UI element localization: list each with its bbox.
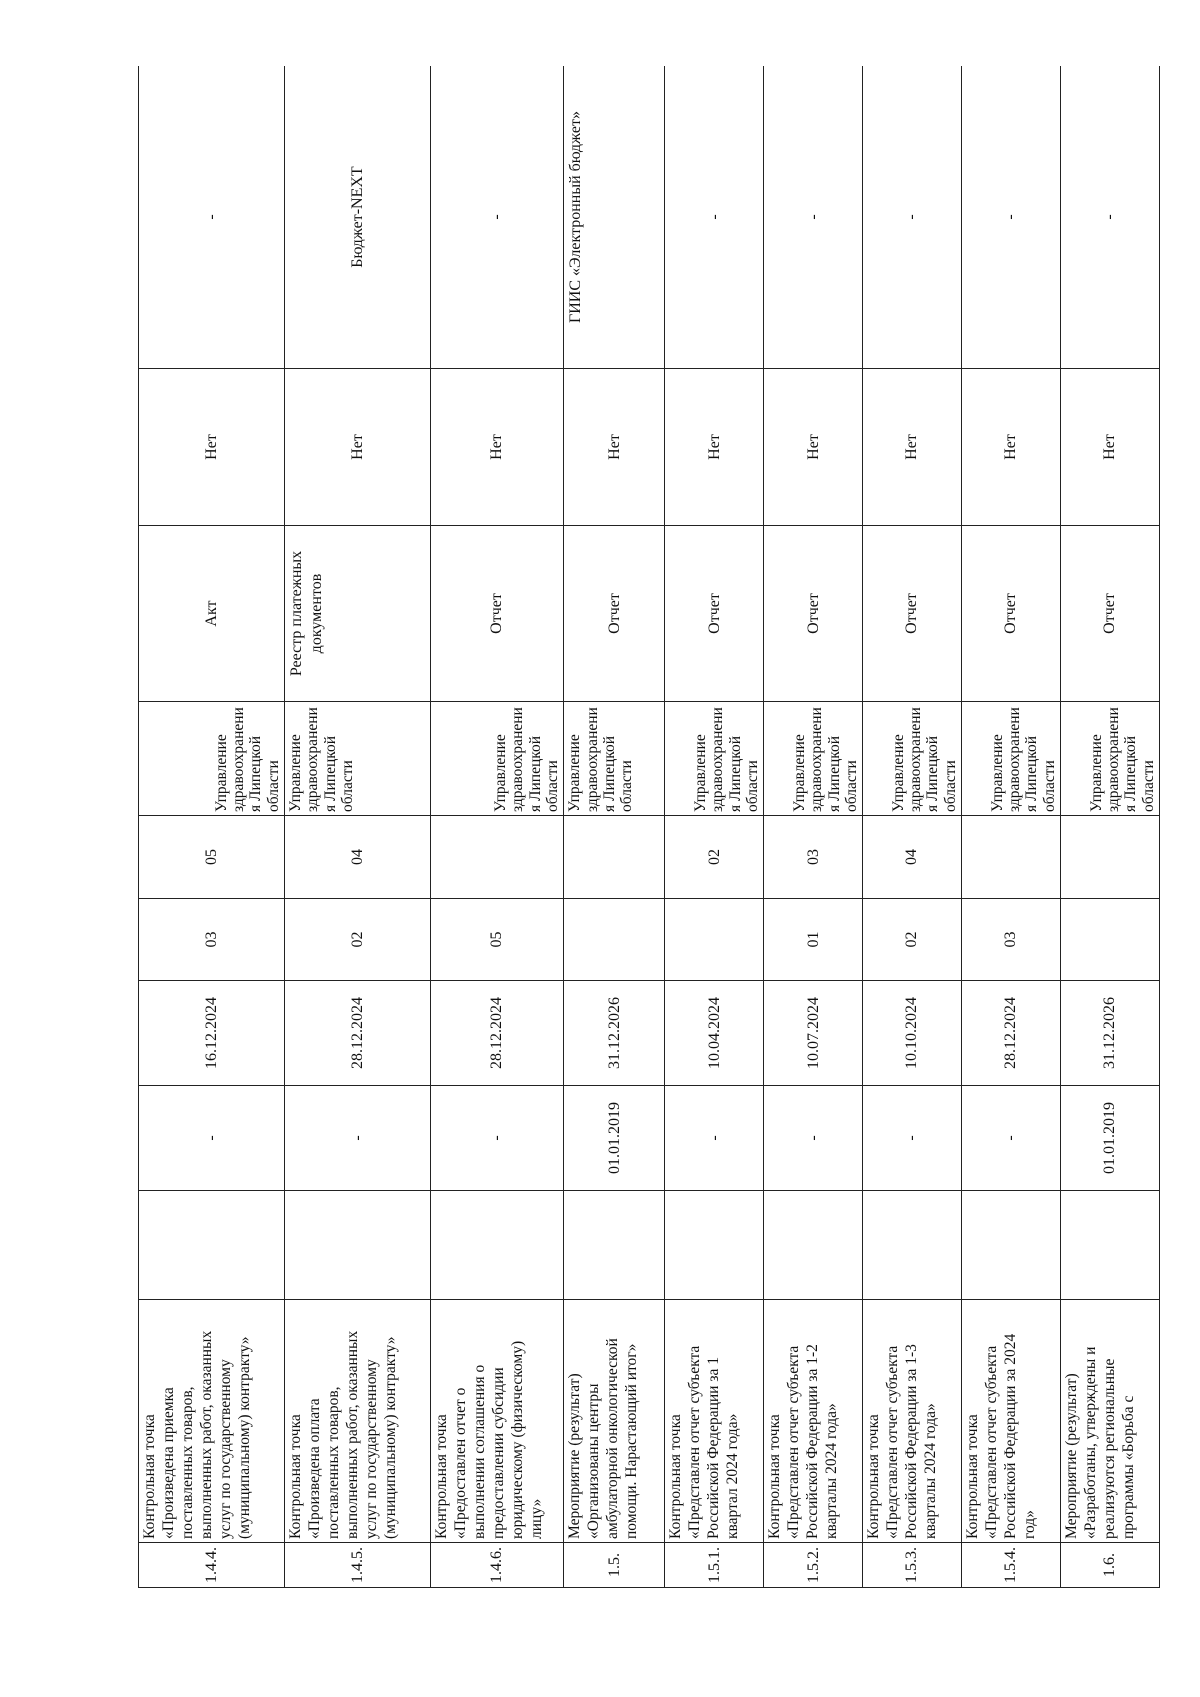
row-number: 1.4.5. [285, 1543, 431, 1588]
row-name-cell [564, 1300, 665, 1543]
row-name: «Предоставлен отчет о выполнении соглашения о предоставлении субсидии юридическому (физическому) лицу» [452, 1340, 545, 1539]
row-end-date: 10.07.2024 [764, 981, 863, 1086]
table-row [564, 66, 665, 1588]
row-month-code: 05 [431, 899, 564, 981]
row-name: «Представлен отчет субъекта Российской Федерации за 1-2 кварталы 2024 года» [785, 1344, 841, 1539]
row-number: 1.4.6. [431, 1543, 564, 1588]
row-start-date: - [665, 1086, 764, 1191]
row-base [665, 1191, 764, 1300]
row-number: 1.5.2. [764, 1543, 863, 1588]
row-number: 1.4.4. [139, 1543, 285, 1588]
row-day-code: 02 [665, 816, 764, 899]
table-row [962, 66, 1061, 1588]
row-start-date: - [863, 1086, 962, 1191]
row-number: 1.5. [564, 1543, 665, 1588]
row-document: Отчет [1061, 526, 1160, 702]
row-system: - [863, 66, 962, 369]
row-end-date: 10.10.2024 [863, 981, 962, 1086]
table-row [764, 66, 863, 1588]
row-name-cell [139, 1300, 285, 1543]
row-responsible: Управление здравоохранения Липецкой области [863, 702, 962, 816]
row-name: «Произведена оплата поставленных товаров, выполненных работ, оказанных услуг по государственному (муниципальному) контракту» [306, 1330, 399, 1539]
row-number: 1.5.4. [962, 1543, 1061, 1588]
row-end-date: 28.12.2024 [962, 981, 1061, 1086]
row-name: «Представлен отчет субъекта Российской Федерации за 1-3 кварталы 2024 года» [884, 1344, 939, 1539]
row-number: 1.5.3. [863, 1543, 962, 1588]
row-approval: Нет [962, 369, 1061, 526]
row-responsible: Управление здравоохранения Липецкой области [139, 702, 285, 816]
row-name: «Представлен отчет субъекта Российской Федерации за 2024 год» [983, 1333, 1038, 1539]
row-month-code: 03 [139, 899, 285, 981]
row-responsible: Управление здравоохранения Липецкой области [431, 702, 564, 816]
row-end-date: 10.04.2024 [665, 981, 764, 1086]
row-approval: Нет [863, 369, 962, 526]
row-name-cell [431, 1300, 564, 1543]
row-type: Контрольная точка [667, 1414, 685, 1539]
row-name-cell [962, 1300, 1061, 1543]
row-type: Контрольная точка [964, 1414, 982, 1539]
row-document: Отчет [564, 526, 665, 702]
row-name: «Разработаны, утверждены и реализуются региональные программы «Борьба с [1081, 1346, 1137, 1539]
row-day-code: 05 [139, 816, 285, 899]
row-approval: Нет [665, 369, 764, 526]
row-document: Отчет [665, 526, 764, 702]
row-end-date: 28.12.2024 [285, 981, 431, 1086]
row-name-cell [863, 1300, 962, 1543]
row-day-code [564, 816, 665, 899]
row-document: Акт [139, 526, 285, 702]
plan-table [138, 66, 1160, 1588]
row-day-code: 03 [764, 816, 863, 899]
table-row [139, 66, 285, 1588]
row-name: «Организованы центры амбулаторной онкологической помощи. Нарастающий итог» [585, 1338, 641, 1539]
row-base [863, 1191, 962, 1300]
table-row [863, 66, 962, 1588]
row-base [1061, 1191, 1160, 1300]
row-name-cell [665, 1300, 764, 1543]
table-row [431, 66, 564, 1588]
row-type: Контрольная точка [766, 1414, 784, 1539]
row-month-code: 02 [285, 899, 431, 981]
row-start-date: - [285, 1086, 431, 1191]
row-month-code: 01 [764, 899, 863, 981]
row-start-date: - [431, 1086, 564, 1191]
row-base [764, 1191, 863, 1300]
row-base [564, 1191, 665, 1300]
rotated-page [138, 66, 1160, 1588]
row-name-cell [1061, 1300, 1160, 1543]
row-number: 1.5.1. [665, 1543, 764, 1588]
row-day-code [431, 816, 564, 899]
row-end-date: 28.12.2024 [431, 981, 564, 1086]
row-start-date: - [764, 1086, 863, 1191]
row-type: Мероприятие (результат) [566, 1373, 584, 1539]
row-document: Реестр платежных документов [285, 526, 431, 702]
table-row [285, 66, 431, 1588]
row-approval: Нет [431, 369, 564, 526]
row-number: 1.6. [1061, 1543, 1160, 1588]
document-sheet [138, 66, 1160, 1588]
row-system: - [1061, 66, 1160, 369]
row-approval: Нет [1061, 369, 1160, 526]
row-day-code [1061, 816, 1160, 899]
row-system: - [764, 66, 863, 369]
row-document: Отчет [764, 526, 863, 702]
row-responsible: Управление здравоохранения Липецкой области [665, 702, 764, 816]
row-responsible: Управление здравоохранения Липецкой области [962, 702, 1061, 816]
row-responsible: Управление здравоохранения Липецкой области [564, 702, 665, 816]
row-base [431, 1191, 564, 1300]
row-start-date: - [139, 1086, 285, 1191]
row-type: Контрольная точка [865, 1414, 883, 1539]
row-approval: Нет [564, 369, 665, 526]
row-type: Контрольная точка [433, 1414, 451, 1539]
row-type: Мероприятие (результат) [1063, 1373, 1080, 1539]
row-system: - [665, 66, 764, 369]
row-system: - [962, 66, 1061, 369]
row-document: Отчет [962, 526, 1061, 702]
row-system: - [431, 66, 564, 369]
row-approval: Нет [764, 369, 863, 526]
row-day-code: 04 [285, 816, 431, 899]
row-end-date: 31.12.2026 [1061, 981, 1160, 1086]
row-end-date: 31.12.2026 [564, 981, 665, 1086]
row-name: «Представлен отчет субъекта Российской Федерации за 1 квартал 2024 года» [686, 1345, 742, 1539]
row-start-date: - [962, 1086, 1061, 1191]
row-month-code: 03 [962, 899, 1061, 981]
row-start-date: 01.01.2019 [1061, 1086, 1160, 1191]
row-end-date: 16.12.2024 [139, 981, 285, 1086]
row-day-code: 04 [863, 816, 962, 899]
row-month-code [564, 899, 665, 981]
row-document: Отчет [863, 526, 962, 702]
row-responsible: Управление здравоохранения Липецкой области [1061, 702, 1160, 816]
row-start-date: 01.01.2019 [564, 1086, 665, 1191]
row-month-code [1061, 899, 1160, 981]
row-system: ГИИС «Электронный бюджет» [564, 66, 665, 369]
row-responsible: Управление здравоохранения Липецкой области [285, 702, 431, 816]
row-system: - [139, 66, 285, 369]
table-row [1061, 66, 1160, 1588]
row-month-code [665, 899, 764, 981]
row-month-code: 02 [863, 899, 962, 981]
row-type: Контрольная точка [287, 1414, 305, 1539]
row-base [285, 1191, 431, 1300]
row-name: «Произведена приемка поставленных товаров, выполненных работ, оказанных услуг по государственному (муниципальному) контракту» [159, 1330, 253, 1539]
row-day-code [962, 816, 1061, 899]
row-name-cell [764, 1300, 863, 1543]
row-approval: Нет [139, 369, 285, 526]
row-base [962, 1191, 1061, 1300]
row-approval: Нет [285, 369, 431, 526]
row-responsible: Управление здравоохранения Липецкой области [764, 702, 863, 816]
row-base [139, 1191, 285, 1300]
row-system: Бюджет-NEXT [285, 66, 431, 369]
row-type: Контрольная точка [141, 1414, 158, 1539]
row-document: Отчет [431, 526, 564, 702]
row-name-cell [285, 1300, 431, 1543]
table-row [665, 66, 764, 1588]
